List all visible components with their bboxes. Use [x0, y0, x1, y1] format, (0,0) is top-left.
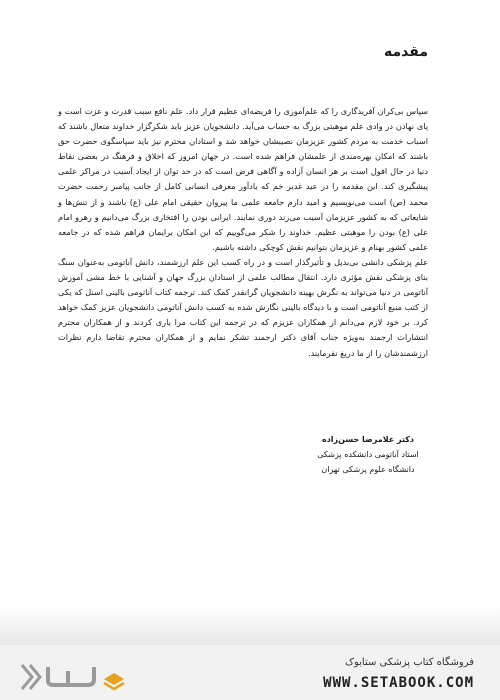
store-url: WWW.SETABOOK.COM: [323, 675, 474, 691]
author-title: استاد آناتومی دانشکده پزشکی: [317, 450, 419, 459]
store-name: فروشگاه کتاب پزشکی ستابوک: [345, 657, 474, 668]
preface-body: [58, 104, 428, 361]
paragraph-1: سپاس بی‌کران آفریدگاری را که علم‌آموزی را فریضه‌ای عظیم قرار داد. علم نافع سبب قدرت و عزت است و پای نهادن در وادی علم موهبتی بزرگ به حساب می‌آید. دانشجویان عزیز باید شکرگزار خداوند متعال باشند که اسباب خدمت به مردم کشور عزیزمان نصیبشان خواهد شد و استادان محترم نیز باید سپاسگوی حضرت حق باشند که امکان بهره‌مندی از علمشان فراهم شده است. در جهان امروز که اخلاق و فرهنگ در بعضی نقاط دنیا در حال افول است بر هر انسان آزاده و آگاهی فرض است که در حد توان از ایجاد آسیب در مراکز علمی پیشگیری کند. این مقدمه را در عید غدیر خم که یادآور معرفی انسانی کامل از جانب پیامبر رحمت حضرت محمد (ص) است می‌نویسیم و امید دارم جامعه علمی ما پیروان حقیقی امام علی (ع) باشند و از تنش‌ها و شایعاتی که به کشور عزیزمان آسیب می‌زند دوری نمایند. ایرانی بودن را افتخاری بزرگ می‌دانیم و رهرو امام علی (ع) بودن را موهبتی عظیم. خداوند را شکر می‌گوییم که این امکان برایمان فراهم شده که در جامعه علمی کشور بهنام و عزیزمان بتوانیم نقش کوچکی داشته باشیم.: [58, 106, 428, 252]
author-signature: [308, 432, 428, 477]
book-icon: [104, 673, 124, 685]
chevron-icon: [22, 665, 32, 689]
paragraph-2: علم پزشکی دانشی بی‌بدیل و تأثیرگذار است و در راه کسب این علم ارزشمند، دانش آناتومی به‌عنوان سنگ بنای پزشکی نقش مؤثری دارد. انتقال مطالب علمی از استادان بزرگ جهان و آشنایی با خط مشی آموزش آناتومی در دنیا می‌تواند به نگرش بهینه دانشجویان گرانقدر کمک کند. ترجمه کتاب آناتومی بالینی اسنل که یکی از کتب منبع آناتومی است و با دیدگاه بالینی نگارش شده به کسب دانش آناتومی دانشجویان عزیز کمک خواهد کرد. بر خود لازم می‌دانم از همکاران عزیزم که در ترجمه این کتاب مرا یاری کردند و از همکاران محترم انتشارات ارجمند به‌ویژه جناب آقای دکتر ارجمند تشکر نمایم و از همکاران محترم تقاضا دارم نظرات ارزشمندشان را از ما دریغ نفرمایند.: [58, 256, 428, 358]
setabook-logo: [18, 657, 138, 697]
page-heading: مقدمه: [384, 44, 428, 60]
watermark-footer: [0, 645, 500, 700]
setabook-logo-mark: [18, 657, 138, 697]
footer-fade: [0, 605, 500, 645]
wordmark-stroke: [48, 667, 94, 685]
author-name: دکتر غلامرضا حسن‌زاده: [321, 435, 415, 444]
author-affiliation: دانشگاه علوم پزشکی تهران: [321, 465, 415, 474]
